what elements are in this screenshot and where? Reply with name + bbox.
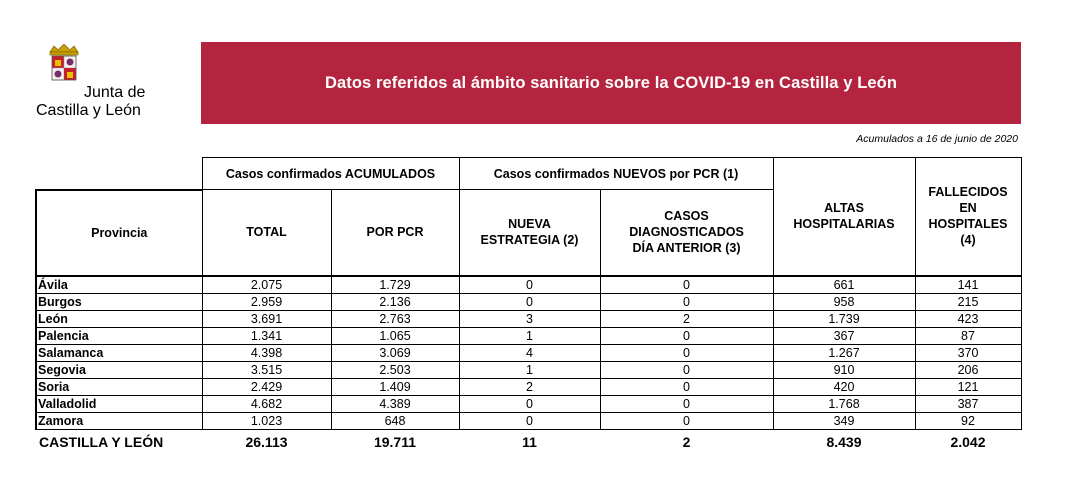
total-provincia: CASTILLA Y LEÓN [39, 433, 164, 450]
title-banner [201, 42, 1021, 124]
cell-nueva: 4 [459, 344, 600, 361]
cell-por-pcr: 1.065 [331, 327, 459, 344]
coat-of-arms-icon [44, 44, 84, 84]
total-total: 26.113 [245, 433, 288, 450]
cell-fallecidos: 141 [915, 276, 1021, 294]
logo-text [36, 84, 145, 120]
table-row [36, 361, 1021, 378]
cell-provincia: Segovia [36, 361, 202, 378]
total-nueva: 11 [522, 433, 537, 450]
cell-diag: 0 [600, 344, 773, 361]
cell-por-pcr: 4.389 [331, 395, 459, 412]
cell-altas: 958 [773, 293, 915, 310]
header-casos-diagnosticados [600, 190, 773, 276]
cell-diag: 0 [600, 293, 773, 310]
cell-fallecidos: 87 [915, 327, 1021, 344]
cell-provincia: Palencia [36, 327, 202, 344]
logo-line-1: Junta de [84, 84, 146, 101]
cell-fallecidos: 92 [915, 412, 1021, 429]
cell-por-pcr: 2.763 [331, 310, 459, 327]
cell-fallecidos: 423 [915, 310, 1021, 327]
cell-total: 4.398 [202, 344, 331, 361]
cell-nueva: 1 [459, 361, 600, 378]
cell-por-pcr: 1.409 [331, 378, 459, 395]
cell-por-pcr: 3.069 [331, 344, 459, 361]
cell-nueva: 3 [459, 310, 600, 327]
header-fallecidos-label: FALLECIDOS EN HOSPITALES (4) [928, 185, 1008, 248]
cell-nueva: 2 [459, 378, 600, 395]
date-note: Acumulados a 16 de junio de 2020 [856, 133, 1018, 145]
cell-nueva: 1 [459, 327, 600, 344]
table-row [36, 310, 1021, 327]
cell-total: 3.515 [202, 361, 331, 378]
cell-provincia: Zamora [36, 412, 202, 429]
cell-altas: 910 [773, 361, 915, 378]
cell-altas: 661 [773, 276, 915, 294]
cell-total: 3.691 [202, 310, 331, 327]
table-row [36, 344, 1021, 361]
cell-nueva: 0 [459, 276, 600, 294]
header-altas [773, 158, 915, 276]
cell-diag: 0 [600, 378, 773, 395]
header-nueva-estrategia-label: NUEVA ESTRATEGIA (2) [480, 217, 579, 248]
cell-fallecidos: 206 [915, 361, 1021, 378]
table-row [36, 327, 1021, 344]
cell-fallecidos: 121 [915, 378, 1021, 395]
header-altas-label: ALTAS HOSPITALARIAS [793, 201, 895, 232]
logo-line-2: Castilla y León [36, 102, 141, 119]
cell-total: 1.341 [202, 327, 331, 344]
table-row [36, 293, 1021, 310]
group-header-nuevos: Casos confirmados NUEVOS por PCR (1) [459, 158, 773, 190]
header-por-pcr: POR PCR [331, 190, 459, 276]
header-total: TOTAL [202, 190, 331, 276]
junta-logo [30, 44, 180, 124]
cell-provincia: Soria [36, 378, 202, 395]
cell-altas: 420 [773, 378, 915, 395]
table-body [36, 276, 1021, 430]
cell-altas: 367 [773, 327, 915, 344]
cell-provincia: León [36, 310, 202, 327]
table-row [36, 412, 1021, 429]
total-fallecidos: 2.042 [950, 433, 986, 450]
cell-nueva: 0 [459, 395, 600, 412]
table-row [36, 378, 1021, 395]
total-row [36, 429, 1021, 454]
table-row [36, 276, 1021, 294]
cell-altas: 1.739 [773, 310, 915, 327]
table-row [36, 395, 1021, 412]
header-fallecidos [915, 158, 1021, 276]
cell-por-pcr: 2.503 [331, 361, 459, 378]
header-casos-diagnosticados-label: CASOS DIAGNOSTICADOS DÍA ANTERIOR (3) [629, 209, 744, 256]
cell-altas: 1.267 [773, 344, 915, 361]
cell-altas: 1.768 [773, 395, 915, 412]
cell-por-pcr: 1.729 [331, 276, 459, 294]
cell-diag: 2 [600, 310, 773, 327]
cell-diag: 0 [600, 395, 773, 412]
cell-total: 1.023 [202, 412, 331, 429]
total-por-pcr: 19.711 [373, 433, 417, 450]
cell-provincia: Ávila [36, 276, 202, 294]
group-header-acumulados: Casos confirmados ACUMULADOS [202, 158, 459, 190]
total-diag: 2 [682, 433, 691, 450]
cell-total: 2.959 [202, 293, 331, 310]
header-nueva-estrategia [459, 190, 600, 276]
cell-provincia: Salamanca [36, 344, 202, 361]
cell-total: 4.682 [202, 395, 331, 412]
cell-provincia: Burgos [36, 293, 202, 310]
cell-fallecidos: 370 [915, 344, 1021, 361]
cell-nueva: 0 [459, 293, 600, 310]
cell-provincia: Valladolid [36, 395, 202, 412]
cell-nueva: 0 [459, 412, 600, 429]
cell-total: 2.075 [202, 276, 331, 294]
total-altas: 8.439 [826, 433, 862, 450]
cell-diag: 0 [600, 327, 773, 344]
cell-fallecidos: 215 [915, 293, 1021, 310]
header-provincia: Provincia [36, 190, 202, 276]
cell-diag: 0 [600, 412, 773, 429]
cell-por-pcr: 2.136 [331, 293, 459, 310]
cell-diag: 0 [600, 276, 773, 294]
cell-altas: 349 [773, 412, 915, 429]
covid-data-table [35, 157, 1022, 454]
cell-fallecidos: 387 [915, 395, 1021, 412]
page-title: Datos referidos al ámbito sanitario sobre la COVID-19 en Castilla y León [324, 73, 898, 92]
cell-total: 2.429 [202, 378, 331, 395]
cell-diag: 0 [600, 361, 773, 378]
cell-por-pcr: 648 [331, 412, 459, 429]
